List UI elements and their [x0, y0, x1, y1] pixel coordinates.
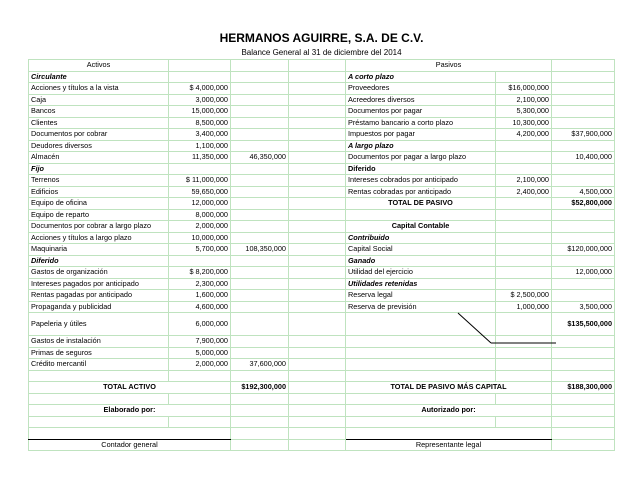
pasivo-amount: [496, 209, 552, 221]
activo-amount: $ 8,200,000: [169, 267, 231, 279]
table-row: [29, 186, 615, 198]
pasivo-subtotal: [552, 290, 615, 302]
spacer-cell: [289, 313, 346, 336]
pasivo-subtotal: $135,500,000: [552, 313, 615, 336]
elaborado-label: Elaborado por:: [29, 405, 231, 417]
spacer-cell: [289, 359, 346, 371]
activo-subtotal: 46,350,000: [231, 152, 289, 164]
pasivo-label: [346, 347, 496, 359]
pasivo-amount: [496, 163, 552, 175]
spacer-cell: [289, 267, 346, 279]
company-title: HERMANOS AGUIRRE, S.A. DE C.V.: [219, 31, 424, 45]
spacer-cell: [289, 186, 346, 198]
pasivo-subtotal: [552, 221, 615, 233]
activo-amount: 1,600,000: [169, 290, 231, 302]
activo-label: Acciones y títulos a la vista: [29, 83, 169, 95]
pasivo-label: Contribuido: [346, 232, 496, 244]
activo-label: Clientes: [29, 117, 169, 129]
pasivo-label: [346, 336, 496, 348]
activo-amount: 10,000,000: [169, 232, 231, 244]
table-row: [29, 152, 615, 164]
pasivo-label: Utilidad del ejercicio: [346, 267, 496, 279]
pasivo-amount: [496, 336, 552, 348]
pasivo-amount: [496, 267, 552, 279]
activo-label: Crédito mercantil: [29, 359, 169, 371]
spacer-cell: [289, 94, 346, 106]
spacer-cell: [289, 255, 346, 267]
spacer-cell: [289, 140, 346, 152]
activo-subtotal: [231, 209, 289, 221]
table-row: [29, 290, 615, 302]
activo-label: Intereses pagados por anticipado: [29, 278, 169, 290]
activo-label: Equipo de oficina: [29, 198, 169, 210]
activo-subtotal: [231, 94, 289, 106]
table-row: [29, 163, 615, 175]
table-row: [29, 106, 615, 118]
spacer-cell: [289, 244, 346, 256]
table-row: [29, 405, 615, 417]
pasivos-header: Pasivos: [346, 60, 552, 72]
pasivo-label: Documentos por pagar a largo plazo: [346, 152, 496, 164]
report-subtitle: Balance General al 31 de diciembre del 2014: [241, 48, 402, 57]
activo-amount: 59,650,000: [169, 186, 231, 198]
table-row: [29, 117, 615, 129]
pasivo-label: Proveedores: [346, 83, 496, 95]
table-row: [29, 301, 615, 313]
pasivo-amount: $16,000,000: [496, 83, 552, 95]
table-row: [29, 175, 615, 187]
pasivo-amount: 4,200,000: [496, 129, 552, 141]
table-row: [29, 140, 615, 152]
pasivo-amount: [496, 347, 552, 359]
activo-subtotal: [231, 198, 289, 210]
autorizado-label: Autorizado por:: [346, 405, 552, 417]
spacer-cell: [289, 83, 346, 95]
pasivo-label: TOTAL DE PASIVO: [346, 198, 496, 210]
activo-subtotal: [231, 83, 289, 95]
pasivo-amount: [496, 71, 552, 83]
activo-amount: 11,350,000: [169, 152, 231, 164]
total-activo-label: TOTAL ACTIVO: [29, 382, 231, 394]
pasivo-subtotal: [552, 209, 615, 221]
pasivo-subtotal: $52,800,000: [552, 198, 615, 210]
pasivo-label: Capital Contable: [346, 221, 496, 233]
activo-amount: [169, 163, 231, 175]
activo-subtotal: [231, 163, 289, 175]
pasivo-subtotal: [552, 255, 615, 267]
spacer-cell: [289, 175, 346, 187]
activo-amount: 15,000,000: [169, 106, 231, 118]
activo-label: Fijo: [29, 163, 169, 175]
pasivo-label: Rentas cobradas por anticipado: [346, 186, 496, 198]
activo-subtotal: [231, 175, 289, 187]
activo-amount: 5,700,000: [169, 244, 231, 256]
spacer-cell: [289, 106, 346, 118]
activo-label: Rentas pagadas por anticipado: [29, 290, 169, 302]
pasivo-label: A largo plazo: [346, 140, 496, 152]
activo-subtotal: [231, 140, 289, 152]
pasivo-label: [346, 313, 496, 336]
pasivo-subtotal: [552, 83, 615, 95]
pasivo-label: Intereses cobrados por anticipado: [346, 175, 496, 187]
table-row: [29, 382, 615, 394]
activo-amount: 1,100,000: [169, 140, 231, 152]
pasivo-subtotal: [552, 347, 615, 359]
activo-label: Terrenos: [29, 175, 169, 187]
pasivo-amount: 5,300,000: [496, 106, 552, 118]
pasivo-subtotal: 3,500,000: [552, 301, 615, 313]
pasivo-amount: $ 2,500,000: [496, 290, 552, 302]
activo-label: Documentos por cobrar a largo plazo: [29, 221, 169, 233]
pasivo-amount: [496, 221, 552, 233]
pasivo-subtotal: 4,500,000: [552, 186, 615, 198]
spacer-cell: [289, 198, 346, 210]
activo-subtotal: 108,350,000: [231, 244, 289, 256]
activo-label: Diferido: [29, 255, 169, 267]
table-row: [29, 129, 615, 141]
pasivo-amount: 2,100,000: [496, 175, 552, 187]
activo-amount: [169, 255, 231, 267]
spacer-cell: [289, 301, 346, 313]
activo-subtotal: [231, 221, 289, 233]
contador-label: Contador general: [29, 439, 231, 451]
spacer-cell: [289, 290, 346, 302]
pasivo-subtotal: 12,000,000: [552, 267, 615, 279]
activo-amount: 3,000,000: [169, 94, 231, 106]
spacer-cell: [289, 117, 346, 129]
activo-amount: 2,300,000: [169, 278, 231, 290]
pasivo-subtotal: [552, 232, 615, 244]
activo-subtotal: [231, 278, 289, 290]
activo-amount: 8,500,000: [169, 117, 231, 129]
pasivo-label: Acreedores diversos: [346, 94, 496, 106]
activos-header: Activos: [29, 60, 169, 72]
table-row: [29, 94, 615, 106]
pasivo-subtotal: [552, 71, 615, 83]
table-row: [29, 359, 615, 371]
table-row: [29, 209, 615, 221]
table-row: [29, 347, 615, 359]
activo-amount: 4,600,000: [169, 301, 231, 313]
pasivo-label: Impuestos por pagar: [346, 129, 496, 141]
pasivo-subtotal: [552, 94, 615, 106]
activo-label: Deudores diversos: [29, 140, 169, 152]
total-activo-value: $192,300,000: [231, 382, 289, 394]
pasivo-label: Capital Social: [346, 244, 496, 256]
activo-label: Almacén: [29, 152, 169, 164]
pasivo-amount: [496, 278, 552, 290]
activo-subtotal: [231, 267, 289, 279]
table-row: [29, 313, 615, 336]
pasivo-amount: 2,400,000: [496, 186, 552, 198]
pasivo-amount: [496, 140, 552, 152]
table-row: [29, 278, 615, 290]
pasivo-amount: [496, 313, 552, 336]
spacer-cell: [289, 209, 346, 221]
table-row: [29, 439, 615, 451]
total-pasivo-capital-value: $188,300,000: [552, 382, 615, 394]
pasivo-amount: [496, 232, 552, 244]
activo-amount: 8,000,000: [169, 209, 231, 221]
activo-label: Gastos de instalación: [29, 336, 169, 348]
activo-amount: 6,000,000: [169, 313, 231, 336]
activo-label: Caja: [29, 94, 169, 106]
pasivo-subtotal: [552, 175, 615, 187]
pasivo-label: Reserva de previsión: [346, 301, 496, 313]
total-pasivo-capital-label: TOTAL DE PASIVO MÁS CAPITAL: [346, 382, 552, 394]
spacer-cell: [289, 336, 346, 348]
activo-label: Propaganda y publicidad: [29, 301, 169, 313]
activo-label: Papeleria y útiles: [29, 313, 169, 336]
pasivo-subtotal: [552, 336, 615, 348]
pasivo-subtotal: [552, 359, 615, 371]
pasivo-subtotal: [552, 106, 615, 118]
spacer-cell: [289, 129, 346, 141]
pasivo-amount: 2,100,000: [496, 94, 552, 106]
table-row: [29, 370, 615, 382]
activo-subtotal: [231, 336, 289, 348]
pasivo-amount: [496, 255, 552, 267]
activo-amount: $ 4,000,000: [169, 83, 231, 95]
pasivo-label: [346, 359, 496, 371]
spacer-cell: [289, 347, 346, 359]
activo-amount: 7,900,000: [169, 336, 231, 348]
pasivo-subtotal: [552, 163, 615, 175]
activo-label: Documentos por cobrar: [29, 129, 169, 141]
table-row: [29, 244, 615, 256]
pasivo-label: Utilidades retenidas: [346, 278, 496, 290]
pasivo-label: Préstamo bancario a corto plazo: [346, 117, 496, 129]
pasivo-subtotal: $37,900,000: [552, 129, 615, 141]
activo-subtotal: [231, 71, 289, 83]
activo-subtotal: [231, 313, 289, 336]
pasivo-amount: 1,000,000: [496, 301, 552, 313]
pasivo-label: Documentos por pagar: [346, 106, 496, 118]
table-row: [29, 221, 615, 233]
activo-label: Gastos de organización: [29, 267, 169, 279]
table-row: [29, 232, 615, 244]
pasivo-subtotal: [552, 117, 615, 129]
pasivo-amount: [496, 198, 552, 210]
activo-amount: 2,000,000: [169, 359, 231, 371]
activo-subtotal: [231, 232, 289, 244]
activo-label: Bancos: [29, 106, 169, 118]
pasivo-amount: 10,300,000: [496, 117, 552, 129]
signature-line-contador: [29, 428, 231, 440]
activo-subtotal: [231, 255, 289, 267]
pasivo-label: Reserva legal: [346, 290, 496, 302]
activo-subtotal: [231, 301, 289, 313]
activo-label: Equipo de reparto: [29, 209, 169, 221]
table-row: [29, 336, 615, 348]
table-row: [29, 71, 615, 83]
activo-subtotal: [231, 347, 289, 359]
pasivo-label: A corto plazo: [346, 71, 496, 83]
table-row: [29, 428, 615, 440]
activo-label: Edificios: [29, 186, 169, 198]
pasivo-label: [346, 209, 496, 221]
pasivo-subtotal: $120,000,000: [552, 244, 615, 256]
spacer-cell: [289, 221, 346, 233]
activo-amount: 2,000,000: [169, 221, 231, 233]
balance-table: [28, 30, 615, 451]
spacer-cell: [289, 232, 346, 244]
table-row: [29, 393, 615, 405]
activo-subtotal: [231, 129, 289, 141]
pasivo-amount: [496, 359, 552, 371]
representante-label: Representante legal: [346, 439, 552, 451]
activo-amount: 3,400,000: [169, 129, 231, 141]
activo-amount: [169, 71, 231, 83]
table-row: [29, 198, 615, 210]
signature-line-representante: [346, 428, 552, 440]
pasivo-label: Diferido: [346, 163, 496, 175]
activo-subtotal: 37,600,000: [231, 359, 289, 371]
spacer-cell: [289, 152, 346, 164]
pasivo-subtotal: [552, 278, 615, 290]
balance-sheet: [28, 30, 614, 449]
activo-label: Primas de seguros: [29, 347, 169, 359]
pasivo-subtotal: [552, 140, 615, 152]
spacer-cell: [289, 278, 346, 290]
activo-subtotal: [231, 290, 289, 302]
activo-subtotal: [231, 106, 289, 118]
table-row: [29, 267, 615, 279]
pasivo-label: Ganado: [346, 255, 496, 267]
activo-label: Maquinaria: [29, 244, 169, 256]
activo-subtotal: [231, 117, 289, 129]
table-row: [29, 416, 615, 428]
activo-amount: 5,000,000: [169, 347, 231, 359]
activo-subtotal: [231, 186, 289, 198]
table-row: [29, 83, 615, 95]
activo-label: Acciones y títulos a largo plazo: [29, 232, 169, 244]
activo-amount: 12,000,000: [169, 198, 231, 210]
pasivo-amount: [496, 152, 552, 164]
activo-amount: $ 11,000,000: [169, 175, 231, 187]
table-row: [29, 255, 615, 267]
activo-label: Circulante: [29, 71, 169, 83]
spacer-cell: [289, 163, 346, 175]
pasivo-subtotal: 10,400,000: [552, 152, 615, 164]
spacer-cell: [289, 71, 346, 83]
pasivo-amount: [496, 244, 552, 256]
